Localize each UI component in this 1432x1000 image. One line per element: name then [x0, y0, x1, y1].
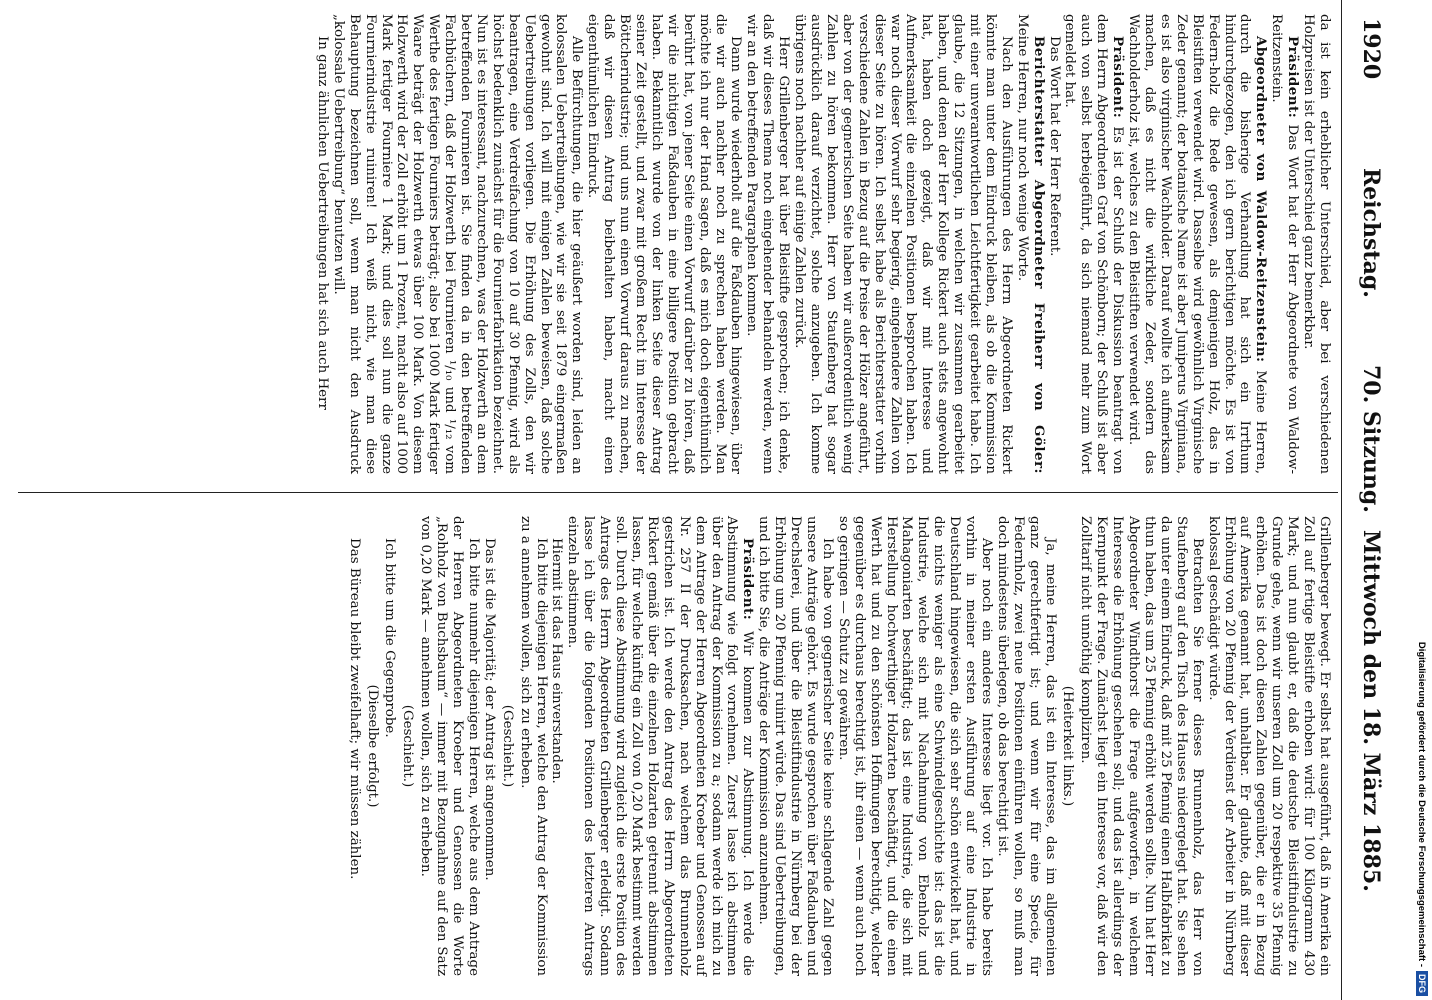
paragraph	[314, 14, 330, 474]
paragraph	[1268, 14, 1300, 474]
paragraph	[565, 516, 756, 976]
paragraph	[994, 516, 1058, 976]
paragraph	[1014, 14, 1046, 474]
paragraph-text: Das ist die Majorität; der Antrag ist angenommen.	[481, 538, 497, 881]
left-column	[314, 14, 1332, 474]
paragraph-text: Dann wurde wiederholt auf die Faßdauben hingewiesen, über die wir auch nachher noch zu sprechen haben werden. Man möchte ich nur der Hand sagen, daß es mich doch eigenthümlich berührt hat, von jener Seite einen Vorwurf darüber zu hören, daß wir die nichtigen Faßdauben in eine billigere Position gebracht haben. Bekanntlich wurde von der linken Seite dieser Antrag seiner Zeit gestellt, und zwar mit großem Recht im Interesse der Böttcherindustrie; und uns nun einen Vorwurf daraus zu machen, daß wir diesen Antrag beibehalten haben, macht einen eigenthümlichen Eindruck.	[585, 14, 744, 474]
paragraph-text: Das Wort hat der Herr Abgeordnete von Waldow-Reitzenstein.	[1269, 14, 1301, 474]
paragraph	[346, 516, 362, 976]
header-rule	[1341, 0, 1342, 1000]
paragraph	[1300, 14, 1332, 474]
speaker-name: Abgeordneter von Waldow-Reitzenstein:	[1253, 36, 1270, 363]
paragraph-text: (Geschieht.)	[499, 704, 515, 788]
paragraph-text: Ich habe von gegnerischer Seite keine schlagende Zahl gegen unsere Anträge gehört. Es wurde gesprochen über Faßdauben und Drechslerei, und über die Bleistiftindustrie in Nürnberg bei der Erhöhung um 20 Pfennig ruinirt würde. Das sind Uebertreibungen, und ich bitte Sie, die Anträge der Kommission anzunehmen.	[756, 516, 835, 976]
session-label: 70. Sitzung.	[1358, 365, 1384, 513]
paragraph	[1125, 14, 1268, 474]
digitization-credit	[1412, 4, 1432, 996]
column-divider	[18, 492, 1338, 493]
paragraph	[549, 516, 565, 976]
speaker-name: Präsident:	[1110, 36, 1127, 119]
paragraph-text: Betrachten Sie ferner dieses Brunnenholz, das Herr von Staufenberg auf den Tisch des Hauses niedergelegt hat. Sie sehen da unter einem Eindruck, daß mit 25 Pfennig einen Halbfabrikat zu thun haben, das um 25 Pfennig erhöht werden sollte. Nun hat Herr Abgeordneter Windthorst die Frage aufgeworfen, in welchem Interesse die Erhöhung geschehen soll; und das ist allerdings der Kernpunkt der Frage. Zunächst liegt ein Interesse vor, daß wir den Zolltarif nicht unnöthig kompliziren.	[1078, 516, 1205, 976]
paragraph	[1078, 516, 1205, 976]
paragraph	[1060, 516, 1076, 976]
paragraph-text: (Heiterkeit links.)	[1060, 685, 1076, 807]
paragraph-text: (Dieselbe erfolgt.)	[364, 684, 380, 808]
paragraph-text: Alle Befürchtungen, die hier geäußert worden sind, leiden an kolossalen Uebertreibungen, wie wir sie seit 1879 eingermaßen gewohnt sind. Ich will mit einigen Zahlen beweisen, daß solche Uebertreibungen vorliegen. Die Erhöhung des Zolls, den wir beantragen, eine Verdreifachung von 10 auf 30 Pfennig, wird als höchst bedenklich zunächst für die Fournierfabrikation bezeichnet. Nun ist es interessant, nachzurechnen, was der Holzwerth an dem betreffenden Fournieren ist. Sie finden da in den betreffenden Fachbüchern, daß der Holzwerth bei Fournieren ¹/₁₀ und ¹/₁₂ vom Werthe des fertigen Fourniers beträgt; also bei 1000 Mark fertiger Waare beträgt der Holzwerth etwas über 100 Mark. Von diesem Holzwerth wird der Zoll erhöht um 1 Prozent, macht also auf 1000 Mark fertiger Fourniere 1 Mark; und dies soll nun die ganze Fournierindustrie ruiniren! Ich weiß nicht, wie man diese Behauptung bezeichnen soll, wenn man nicht den Ausdruck „kolossale Uebertreibung“ benutzen will.	[330, 14, 585, 474]
paragraph	[1046, 14, 1062, 474]
paragraph	[791, 14, 1014, 474]
paragraph	[417, 516, 481, 976]
paragraph	[382, 516, 398, 976]
paragraph-text: Ja, meine Herren, das ist ein Interesse, das im allgemeinen ganz gerechtfertigt ist; und wenn wir für eine Specie, für Federnholz, zwei neue Positionen einführen wollen, so muß man doch mindestens überlegen, ob das berechtigt ist.	[994, 516, 1058, 976]
paragraph	[399, 516, 415, 976]
paragraph-text: Ich bitte um die Gegenprobe.	[382, 538, 398, 738]
paragraph	[481, 516, 497, 976]
paragraph	[364, 516, 380, 976]
paragraph	[835, 516, 994, 976]
paragraph-text: da ist kein erheblicher Unterschied, aber bei verschiedenen Holzpreisen ist der Unterschied ganz bemerkbar.	[1301, 14, 1332, 474]
speaker-name: Präsident:	[740, 538, 757, 621]
paragraph-text: Ich bitte diejenigen Herren, welche den Antrag der Kommission zu a annehmen wollen, sich zu erheben.	[517, 516, 549, 976]
page-header	[1324, 0, 1384, 1000]
dfg-logo: DFG	[1416, 971, 1428, 996]
publication-title: Reichstag.	[1358, 168, 1384, 298]
paragraph-text: Das Büreau bleibt zweifelhaft; wir müssen zählen.	[346, 538, 362, 880]
credit-text: Digitalisierung gefördert durch die Deutsche Forschungsgemeinschaft -	[1416, 641, 1428, 967]
paragraph-text: Aber noch ein anderes Interesse liegt vor. Ich habe bereits vorhin in meiner ersten Ausführung auf eine Industrie in Deutschland hingewiesen, die sich sehr schön entwickelt hat, und die nichts weniger als eine Schwindelgeschichte ist: das ist die Industrie, welche sich mit Nachahmung von Ebenholz und Mahagoniarten beschäftigt; das ist eine Industrie, die sich mit Herstellung hochwerthiger Holzarten beschäftigt, und die einen Werth hat und zu den schönsten Hoffnungen berechtigt, welcher gegenüber es durchaus berechtigt ist, ihr einen — wenn auch noch so geringen — Schutz zu gewähren.	[835, 516, 994, 976]
paragraph	[330, 14, 585, 474]
session-date: Mittwoch den 18. März 1885.	[1358, 530, 1384, 892]
page-number: 1920	[1358, 18, 1384, 80]
paragraph-text: Es ist der Schluß der Diskussion beantragt von dem Herrn Abgeordneten Graf von Schönborn; der Schluß ist aber auch von selbst herbeigeführt, da sich niemand mehr zum Wort gemeldet hat.	[1062, 14, 1126, 474]
paragraph-text: Meine Herren, durch die bisherige Verhandlung hat sich ein Irrthum hindurchgezogen, den ich gern berichtigen möchte. Es ist von Federn-holz die Rede gewesen, als demjenigen Holz, das in Bleistiften verwendet wird. Dasselbe wird gewöhnlich Virginische Zeder genannt; der botanische Name ist aber Juniperus Virginiana, es ist also virginischer Wachholder. Darauf wollte ich aufmerksam machen, daß es nicht die wirkliche Zeder, sondern das Wachholderholz ist, welches zu den Bleistiften verwendet wird.	[1126, 14, 1269, 474]
paragraph	[499, 516, 515, 976]
paragraph-text: Das Wort hat der Herr Referent.	[1046, 36, 1062, 257]
right-column	[346, 516, 1332, 976]
paragraph	[1062, 14, 1126, 474]
paragraph	[755, 516, 835, 976]
paragraph-text: Nach den Ausführungen des Herrn Abgeordneten Rickert könnte man unter dem Eindruck bleiben, als ob die Kommission mit einer unverantwortlichen Leichtfertigkeit gearbeitet habe. Ich glaube, die 12 Sitzungen, in welchen wir zusammen gearbeitet haben, und denen der Herr Kollege Rickert auch stets angewohnt hat, haben doch gezeigt, daß wir mit Interesse und Aufmerksamkeit die einzelnen Positionen besprochen haben. Ich war noch dieser Vorwurf sehr begierig, eingehendere Zahlen von dieser Seite zu hören. Ich selbst habe als Berichterstatter vorhin verschiedene Zahlen in Bezug auf die Preise der Hölzer angeführt, aber von der gegnerischen Seite haben wir außerordentlich wenig Zahlen zu hören bekommen. Herr von Staufenberg hat sogar ausdrücklich darauf verzichtet, solche anzugeben. Ich komme übrigens noch nachher auf einige Zahlen zurück.	[792, 14, 1014, 474]
speaker-name: Berichterstatter Abgeordneter Freiherr von Göler:	[1030, 36, 1047, 474]
paragraph-text: Grillenberger bewegt. Er selbst hat ausgeführt, daß in Amerika ein Zoll auf fertige Bleistifte erhoben wird: für 100 Kilogramm 430 Mark; und nun glaubt er, daß die deutsche Bleistiftindustrie zu Grunde gehe, wenn wir unseren Zoll um 20 respektive 35 Pfennig erhöhen. Das ist doch diesen Zahlen gegenüber, die er in Bezug auf Amerika genannt hat, unhaltbar. Er glaubte, daß mit dieser Erhöhung von 20 Pfennig der Verdienst der Arbeiter in Nürnberg kolossal geschädigt würde.	[1205, 516, 1332, 976]
paragraph	[743, 14, 791, 474]
paragraph-text: Herr Grillenberger hat über Bleistifte gesprochen; ich denke, daß wir dieses Thema noch eingehender behandeln werden, wenn wir an den betreffenden Paragraphen kommen.	[744, 14, 792, 474]
paragraph-text: Hiermit ist das Haus einverstanden.	[549, 538, 565, 784]
paragraph-text: In ganz ähnlichen Uebertreibungen hat sich auch Herr	[314, 36, 330, 410]
paragraph	[1205, 516, 1332, 976]
paragraph-text: Wir kommen zur Abstimmung. Ich werde die Abstimmung wie folgt vornehmen. Zuerst lasse ich abstimmen über den Antrag der Kommission zu a; sodann werde ich mich zu dem Antrage der Herren Abgeordneten Kroeber und Genossen auf Nr. 257 II der Drucksachen, nach welchem das Brunnenholz gestrichen ist. Ich werde den Antrag des Herrn Abgeordneten Rickert gemäß über die einzelnen Holzarten getrennt abstimmen lassen, für welche künftig ein Zoll von 0,20 Mark bestimmt werden soll. Durch diese Abstimmung wird zugleich die erste Position des Antrags des Herrn Abgeordneten Grillenberger erledigt. Sodann lasse ich über die folgenden Positionen des letzteren Antrags einzeln abstimmen.	[565, 516, 756, 976]
paragraph	[517, 516, 549, 976]
paragraph	[584, 14, 743, 474]
paragraph-text: Meine Herren, nur noch wenige Worte.	[1014, 14, 1030, 282]
paragraph-text: Ich bitte nunmehr diejenigen Herren, welche aus dem Antrage der Herren Abgeordneten Kroeber und Genossen die Worte „Rohholz von Buchsbaum“ — immer mit Bezugnahme auf den Satz von 0,20 Mark — annehmen wollen, sich zu erheben.	[418, 516, 481, 976]
speaker-name: Präsident:	[1285, 36, 1302, 119]
paragraph-text: (Geschieht.)	[400, 704, 416, 788]
